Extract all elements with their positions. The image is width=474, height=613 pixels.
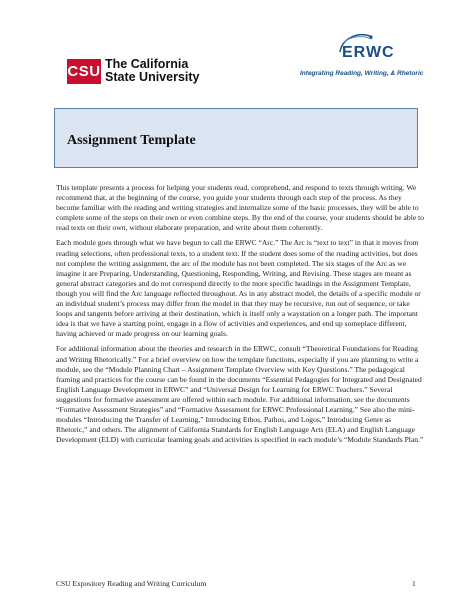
csu-logo-line1: The California (105, 57, 189, 71)
title-banner (54, 108, 418, 168)
paragraph-arc: Each module goes through what we have begun to call the ERWC “Arc.” The Arc is “text to text” in that it moves from reading selections, often professional texts, to a student text. If the student does some of the reading activities, but does not complete the writing assignment, the arc of the module has not been completed. The six stages of the Arc as we imagine it are Preparing, Understanding, Questioning, Responding, Writing, and Revising. These stages are meant as general abstract categories and do not correspond directly to the more specific headings in the Assignment Template, though you will find the Arc language reflected throughout. As in any abstract model, the details of a specific module or an individual student’s process may differ from the model in that they may be recursive, run out of sequence, or take loops and tangents before arriving at their destination, which is itself only a waystation on a longer path. The important idea is that we have a starting point, engage in a flow of activities and experiences, and end up someplace different, having achieved or made progress on our learning goals. (56, 238, 421, 339)
page-title: Assignment Template (67, 133, 196, 148)
csu-logo (67, 58, 199, 84)
footer-title: CSU Expository Reading and Writing Curriculum (56, 579, 207, 588)
body-text (56, 183, 424, 450)
erwc-logo-text: ERWC (342, 44, 395, 61)
page-number: 1 (412, 579, 416, 588)
csu-logo-mark: CSU (67, 59, 101, 84)
paragraph-additional-info: For additional information about the theories and research in the ERWC, consult “Theoretical Foundations for Reading and Writing Rhetorically.” For a brief overview on how the template functions, especially if you are planning to write a module, see the “Module Planning Chart – Assignment Template Overview with Key Questions.” The pedagogical framing and practices for the course can be found in the documents “Essential Pedagogies for Integrated and Designated English Language Development in ERWC” and “Universal Design for Learning for ERWC Teachers.” Several suggestions for formative assessment are offered within each module. For additional information, see the documents “Formative Assessment Strategies” and “Formative Assessment for ERWC Professional Learning.” See also the mini-modules “Introducing the Transfer of Learning,” Introducing Ethos, Pathos, and Logos,” Introducing Genre as Rhetoric,” and others. The alignment of California Standards for English Language Arts (ELA) and English Language Development (ELD) with curricular learning goals and activities is specified in each module’s “Module Standards Plan.” (56, 344, 424, 445)
erwc-tagline: Integrating Reading, Writing, & Rhetoric (300, 70, 424, 77)
erwc-logo (300, 30, 424, 85)
paragraph-intro: This template presents a process for helping your students read, comprehend, and respond to texts through writing. We recommend that, at the beginning of the course, you guide your students through each step of the process. As they become familiar with the reading and writing strategies and internalize some of the basic processes, they will be able to complete some of the steps on their own or even combine steps. By the end of the course, your students should be able to read texts on their own, without elaborate preparation, and write about them coherently. (56, 183, 425, 233)
csu-logo-line2: State University (105, 70, 200, 84)
csu-logo-name (105, 58, 199, 84)
